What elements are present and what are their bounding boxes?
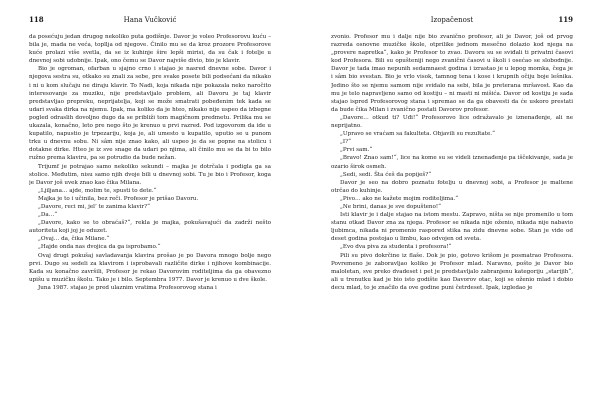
right-page-text — [331, 33, 573, 413]
paragraph: „Hajde onda nas dvojica da ga isprobamo.“ — [38, 244, 161, 251]
paragraph: Majka je to i učinila, bez reči. Profesor je prišao Davoru. — [38, 195, 199, 202]
running-head-author: Hana Vučković — [123, 16, 177, 24]
paragraph: Juna 1987. stajao je pred ulaznim vratima Profesorovog stana i — [38, 284, 217, 291]
paragraph: „Davore, reci mi, jel’ te zanima klavir?“ — [38, 203, 150, 210]
page-number: 118 — [29, 15, 44, 24]
left-page — [29, 0, 271, 419]
paragraph: Pili su pivo dokrčine iz flaše. Dok je pio, gotovo krišom je posmatrao Profesora. Povremeno je zaboravljao koliko je Profesor mlad. Naravno, pošto je Davor bio maloletan, sve preko dvadeset i pet je predstavljalo zabranjenu kategoriju „starijih“, ali u trenutku kad je bio isto godište kao Davorov otac, koji se oženio mlad i dobio decu mlad, to je značilo da ove godine puni četrdeset. Ipak, izgledao je — [331, 252, 573, 291]
paragraph: Bio je ogroman, ofarban u sjajno crno i stajao je nasred dnevne sobe. Davor i njegova sestra su, otkako su znali za sebe, pre svake posete bili podsećani da nikako i ni u kom slučaju ne diraju klavir. To Nadi, koja nikada nije pokazala neko naročito interesovanje za muziku, nije predstavljalo problem, ali Davoru je taj klavir predstavljao prepreku, neprijatelja, koji se može smatrati pobeđenim tek kada se udari svaka dirka na njemu. Ipak, ma koliko da je hteo, nikako nije uspeo da izbegne pogled odraslih dovoljno dugo da se približi tom magičnom predmetu. Prilika mu se ukazala, konačno, leto pre nego što je krenuo u prvi razred. Pod izgovorom da ide u kupatilo, napustio je trpezariju, koja je, ali umesto u kupatilo, uputio se u punom trku u dnevnu sobu. Ni sâm nije znao kako, ali uspeo je da se popne na stolicu i dotakne dirke. Hteo je iz sve snage da udari po njima, ali činilo mu se da bi to bilo ružno prema klaviru, pa se potrudio da bude nežan. — [29, 66, 271, 162]
paragraph: „Prvi sam.“ — [340, 147, 373, 154]
paragraph: „Evo dva piva za studenta i profesora!“ — [340, 244, 452, 251]
paragraph: „Ne brini, danas je sve dopušteno!“ — [340, 203, 441, 210]
paragraph: „Ovaj… da, čika Milane.“ — [38, 236, 110, 243]
paragraph: Trijumf je potrajao samo nekoliko sekundi – majka je dotrčala i podigla ga sa stolice. Međutim, nisu samo njih dvoje bili u dnevnoj sobi. Tu je bio i Profesor, koga je Davor još uvek znao kao čika Milana. — [29, 163, 271, 186]
paragraph: Davor je seo na dobro poznatu fotelju u dnevnoj sobi, a Profesor je maltene otrčao do kuhinje. — [331, 179, 573, 194]
paragraph: „I?“ — [340, 139, 351, 146]
left-page-text — [29, 33, 271, 413]
paragraph: zvonio. Profesor mu i dalje nije bio zvanično profesor, ali je Davor, još od prvog razreda osnovne muzičke škole, otprilike jednom mesečno dolazio kod njega na „provere napretka“, kako je Profesor to zvao. Davoru su se sviđali ti privatni časovi kod Profesora. Bili su opušteniji nego zvanični časovi u školi i osećao se slobodnije. Davor je tada imao nepunih sedamnaest godina i izrastao je u lepog momka, čega je i sâm bio svestan. Bio je vrlo visok, tamnog tena i kose i krupnih očiju boje lešnika. Jedino što se njemu samom nije svidalo na sebi, bila je preterana mršavost. Kao da mu je telo napravljeno samo od kostiju – ni masti ni mišića. Davor od kostiju je sada stajao ispred Profesorovog stana i spremao se da ga obavesti da će uskoro prestati da bude čika Milan i zvanično postati Davorov profesor. — [331, 34, 573, 113]
paragraph: „Da…“ — [38, 212, 58, 219]
paragraph: „Davore… otkud ti? Uđi!“ Profesorovo lice odražavalo je iznenađenje, ali ne neprijatno. — [331, 114, 573, 130]
page-number: 119 — [558, 15, 573, 24]
paragraph: „Upravo se vraćam sa fakulteta. Objavili su rezultate.“ — [340, 131, 495, 138]
paragraph: „Davore, kako se to obraćaš?“, rekla je majka, pokušavajući da zadrži nešto autoriteta koji joj je oduzet. — [29, 220, 271, 235]
left-page-header — [29, 14, 271, 26]
paragraph: Isti klavir je i dalje stajao na istom mestu. Zapravo, ništa se nije promenilo u tom stanu otkad Davor zna za njega. Profesor se nikada nije oženio, nikada nije nabavio ljubimca, nikada ni promenio raspored stika na zidu dnevne sobe. Stan je vide od deset godina postojao u limbu, kao odvojen od sveta. — [331, 212, 573, 243]
paragraph: „Pivo… ako ne kažete mojim roditeljima.“ — [340, 195, 459, 202]
paragraph: „Sedi, sedi. Šta ćeš da popiješ?“ — [340, 171, 432, 178]
paragraph: da posećuju jedan drugog nekoliko puta godišnje. Davor je voleo Profesorovu kuću – bila je, mada ne veća, topllja od njegove. Činilo mu se da kroz prozore Profesorove kuće prolazi više svetla, da se iz kuhinje šire lepši mirisi, da su čak i fotelje u dnevnoj sobi udobnije. Ipak, ono čemu se Davor najviše divio, bio je klavir. — [29, 34, 271, 65]
right-page-header — [331, 14, 573, 26]
paragraph: „Bravo! Znao sam!“, lice na kome su se videli iznenađenje pa iščekivanje, sada je ozario širok osmeh. — [331, 155, 573, 170]
paragraph: Ovaj drugi pokušaj savladavanja klavira prošao je po Davora mnogo bolje nego prvi. Dugo su sedeli za klavirom i isprobavali različite dirke i njihove kombinacije. Kada su konačno završili, Profesor je rekao Davorovim roditeljima da ga obavezno upišu u muzičku školu. Tako je i bilo. Septembra 1977. Davor je krenuo u dve škole. — [29, 252, 271, 283]
paragraph: „Ljiljana… ajde, molim te, spusti to dete.“ — [38, 187, 157, 194]
running-head-title: Izopačenost — [430, 16, 474, 24]
right-page — [331, 0, 573, 419]
